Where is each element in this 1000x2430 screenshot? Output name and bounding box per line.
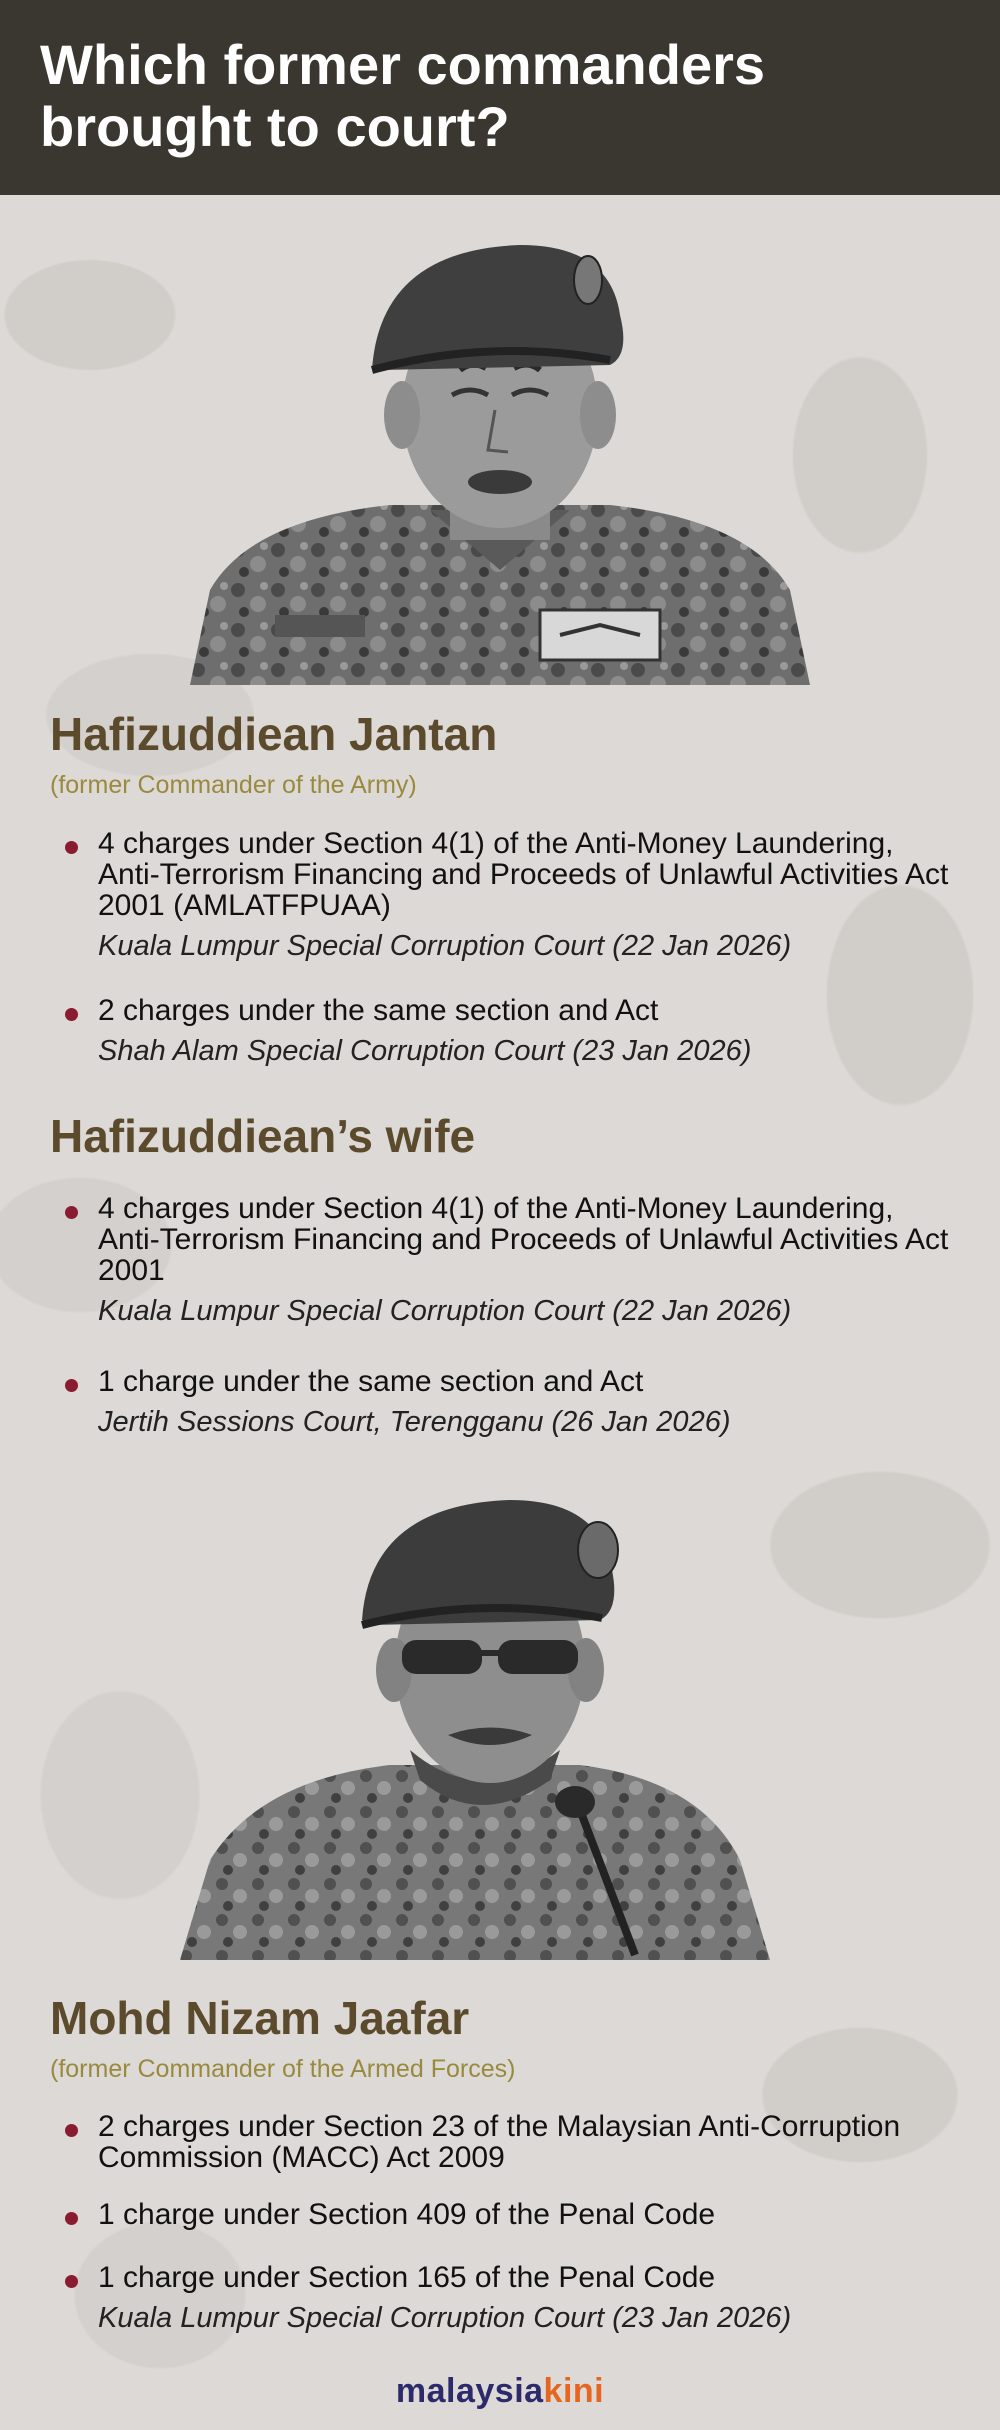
- person-name-hafizuddiean: Hafizuddiean Jantan: [50, 708, 498, 760]
- page-header: [0, 0, 1000, 195]
- malaysiakini-logo: [0, 2372, 1000, 2411]
- page-title: Which former commanders brought to court?: [40, 33, 766, 158]
- bullet-dot: [65, 1379, 78, 1392]
- charge-item: [60, 828, 960, 963]
- court-text: Kuala Lumpur Special Corruption Court (23 Jan 2026): [98, 2302, 792, 2334]
- person-role-hafizuddiean: (former Commander of the Army): [50, 771, 417, 799]
- portrait-hafizuddiean: [190, 220, 810, 685]
- charge-item: [60, 2111, 960, 2173]
- charge-text: 2 charges under the same section and Act: [98, 994, 659, 1027]
- logo-part-primary: malaysia: [395, 2372, 544, 2410]
- bullet-dot: [65, 2275, 78, 2288]
- bullet-dot: [65, 1206, 78, 1219]
- court-text: Shah Alam Special Corruption Court (23 Jan 2026): [98, 1035, 752, 1067]
- court-text: Kuala Lumpur Special Corruption Court (22 Jan 2026): [98, 1295, 792, 1327]
- charge-text: 2 charges under Section 23 of the Malaysian Anti-Corruption Commission (MACC) Act 2009: [98, 2110, 901, 2174]
- charge-text: 1 charge under the same section and Act: [98, 1365, 644, 1398]
- bullet-dot: [65, 1008, 78, 1021]
- charge-text: 4 charges under Section 4(1) of the Anti-Money Laundering, Anti-Terrorism Financing and Proceeds of Unlawful Activities Act 2001: [98, 1192, 949, 1287]
- court-text: Kuala Lumpur Special Corruption Court (22 Jan 2026): [98, 930, 792, 962]
- person-role-mohd-nizam: (former Commander of the Armed Forces): [50, 2055, 516, 2083]
- portrait-mohd-nizam: [180, 1480, 770, 1960]
- charge-text: 4 charges under Section 4(1) of the Anti-Money Laundering, Anti-Terrorism Financing and Proceeds of Unlawful Activities Act 2001 (AMLATFPUAA): [98, 827, 949, 922]
- charge-item: [60, 2262, 960, 2335]
- charge-text: 1 charge under Section 165 of the Penal Code: [98, 2261, 716, 2294]
- logo-part-accent: kini: [543, 2372, 605, 2410]
- charge-item: [60, 1193, 960, 1328]
- charge-item: [60, 995, 960, 1068]
- charge-item: [60, 1366, 960, 1439]
- person-name-mohd-nizam: Mohd Nizam Jaafar: [50, 1992, 470, 2044]
- bullet-dot: [65, 841, 78, 854]
- charge-item: [60, 2199, 960, 2230]
- bullet-dot: [65, 2212, 78, 2225]
- charge-text: 1 charge under Section 409 of the Penal Code: [98, 2198, 716, 2231]
- person-name-wife: Hafizuddiean’s wife: [50, 1110, 476, 1162]
- court-text: Jertih Sessions Court, Terengganu (26 Jan 2026): [98, 1406, 731, 1438]
- bullet-dot: [65, 2124, 78, 2137]
